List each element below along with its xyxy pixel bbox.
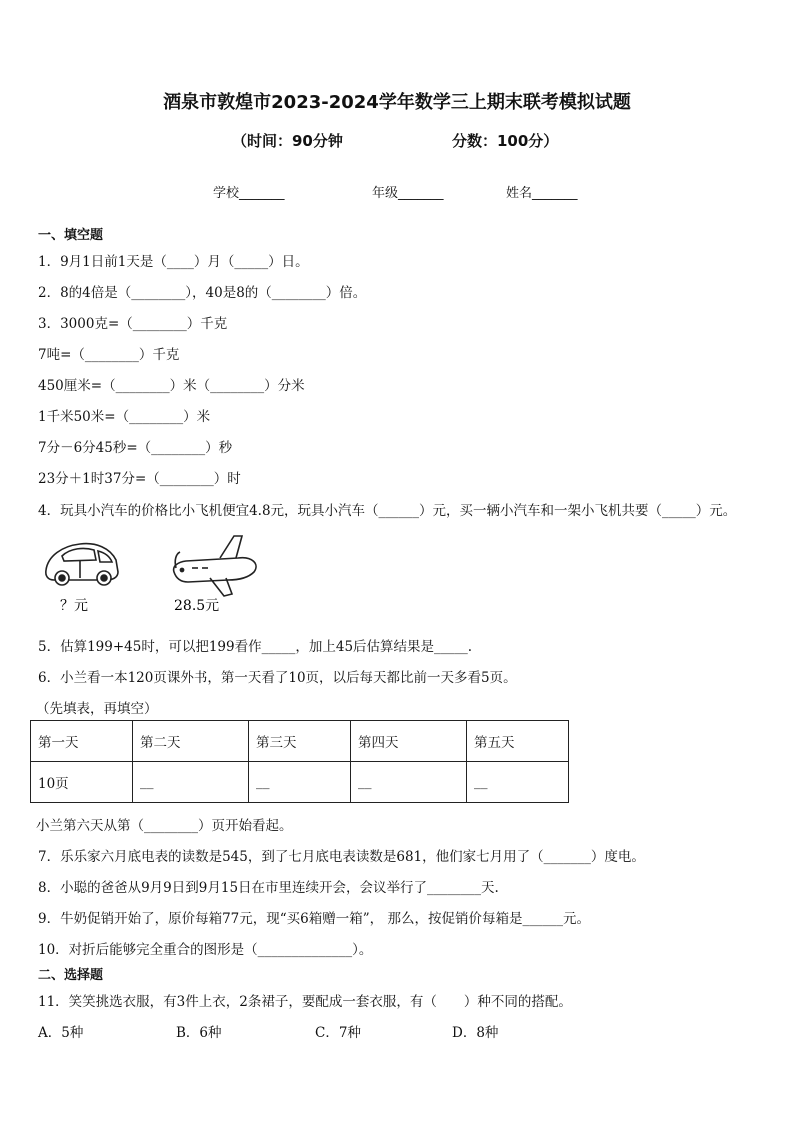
table-cell: __ <box>467 762 569 803</box>
question-4: 4．玩具小汽车的价格比小飞机便宜4.8元，玩具小汽车（______）元，买一辆小汽车和一架小飞机共要（_____）元。 <box>38 503 737 519</box>
table-header-cell: 第三天 <box>249 721 351 762</box>
table-cell: 10页 <box>31 762 133 803</box>
table-cell: __ <box>249 762 351 803</box>
table-header-cell: 第二天 <box>133 721 249 762</box>
car-icon <box>46 544 118 585</box>
airplane-icon <box>174 536 256 596</box>
question-3f: 23分＋1时37分=（________）时 <box>38 471 241 487</box>
question-9: 9．牛奶促销开始了，原价每箱77元，现“买6箱赠一箱”， 那么，按促销价每箱是______元。 <box>38 911 590 927</box>
question-3b: 7吨=（________）千克 <box>38 347 180 363</box>
exam-title: 酒泉市敦煌市2023-2024学年数学三上期末联考模拟试题 <box>163 92 631 113</box>
question-5: 5．估算199+45时，可以把199看作_____，加上45后估算结果是_____. <box>38 639 473 655</box>
school-field: 学校_______ <box>213 186 285 201</box>
table-row <box>31 762 569 803</box>
name-field: 姓名_______ <box>506 186 578 201</box>
question-11: 11．笑笑挑选衣服，有3件上衣，2条裙子，要配成一套衣服，有（ ）种不同的搭配。 <box>38 994 572 1010</box>
section-title-choice: 二、选择题 <box>38 968 104 983</box>
option-d: D．8种 <box>452 1025 499 1041</box>
question-8: 8．小聪的爸爸从9月9日到9月15日在市里连续开会，会议举行了________天. <box>38 880 499 896</box>
question-7: 7．乐乐家六月底电表的读数是545，到了七月底电表读数是681，他们家七月用了（_______）度电。 <box>38 849 645 865</box>
option-b: B．6种 <box>176 1025 222 1041</box>
question-3d: 1千米50米=（________）米 <box>38 409 211 425</box>
option-c: C．7种 <box>315 1025 361 1041</box>
table-header-cell: 第五天 <box>467 721 569 762</box>
section-title-fill: 一、填空题 <box>38 228 104 243</box>
question-1: 1．9月1日前1天是（____）月（_____）日。 <box>38 254 309 270</box>
table-header-cell: 第一天 <box>31 721 133 762</box>
toy-pictures <box>40 530 300 620</box>
reading-table <box>30 720 569 803</box>
car-price: ？元 <box>60 598 88 614</box>
question-2: 2．8的4倍是（________），40是8的（________）倍。 <box>38 285 367 301</box>
question-6-followup: 小兰第六天从第（________）页开始看起。 <box>36 818 293 834</box>
table-cell: __ <box>133 762 249 803</box>
question-3a: 3．3000克=（________）千克 <box>38 316 228 332</box>
question-6-note: （先填表，再填空） <box>36 701 158 717</box>
grade-field: 年级_______ <box>372 186 444 201</box>
question-10: 10．对折后能够完全重合的图形是（______________）。 <box>38 942 373 958</box>
exam-time: （时间：90分钟 <box>232 132 343 150</box>
question-3c: 450厘米=（________）米（________）分米 <box>38 378 305 394</box>
question-6: 6．小兰看一本120页课外书，第一天看了10页，以后每天都比前一天多看5页。 <box>38 670 517 686</box>
exam-score: 分数：100分） <box>452 132 559 150</box>
table-header-cell: 第四天 <box>351 721 467 762</box>
table-cell: __ <box>351 762 467 803</box>
option-a: A．5种 <box>38 1025 84 1041</box>
table-header-row <box>31 721 569 762</box>
plane-price: 28.5元 <box>174 598 220 614</box>
question-3e: 7分－6分45秒=（________）秒 <box>38 440 233 456</box>
